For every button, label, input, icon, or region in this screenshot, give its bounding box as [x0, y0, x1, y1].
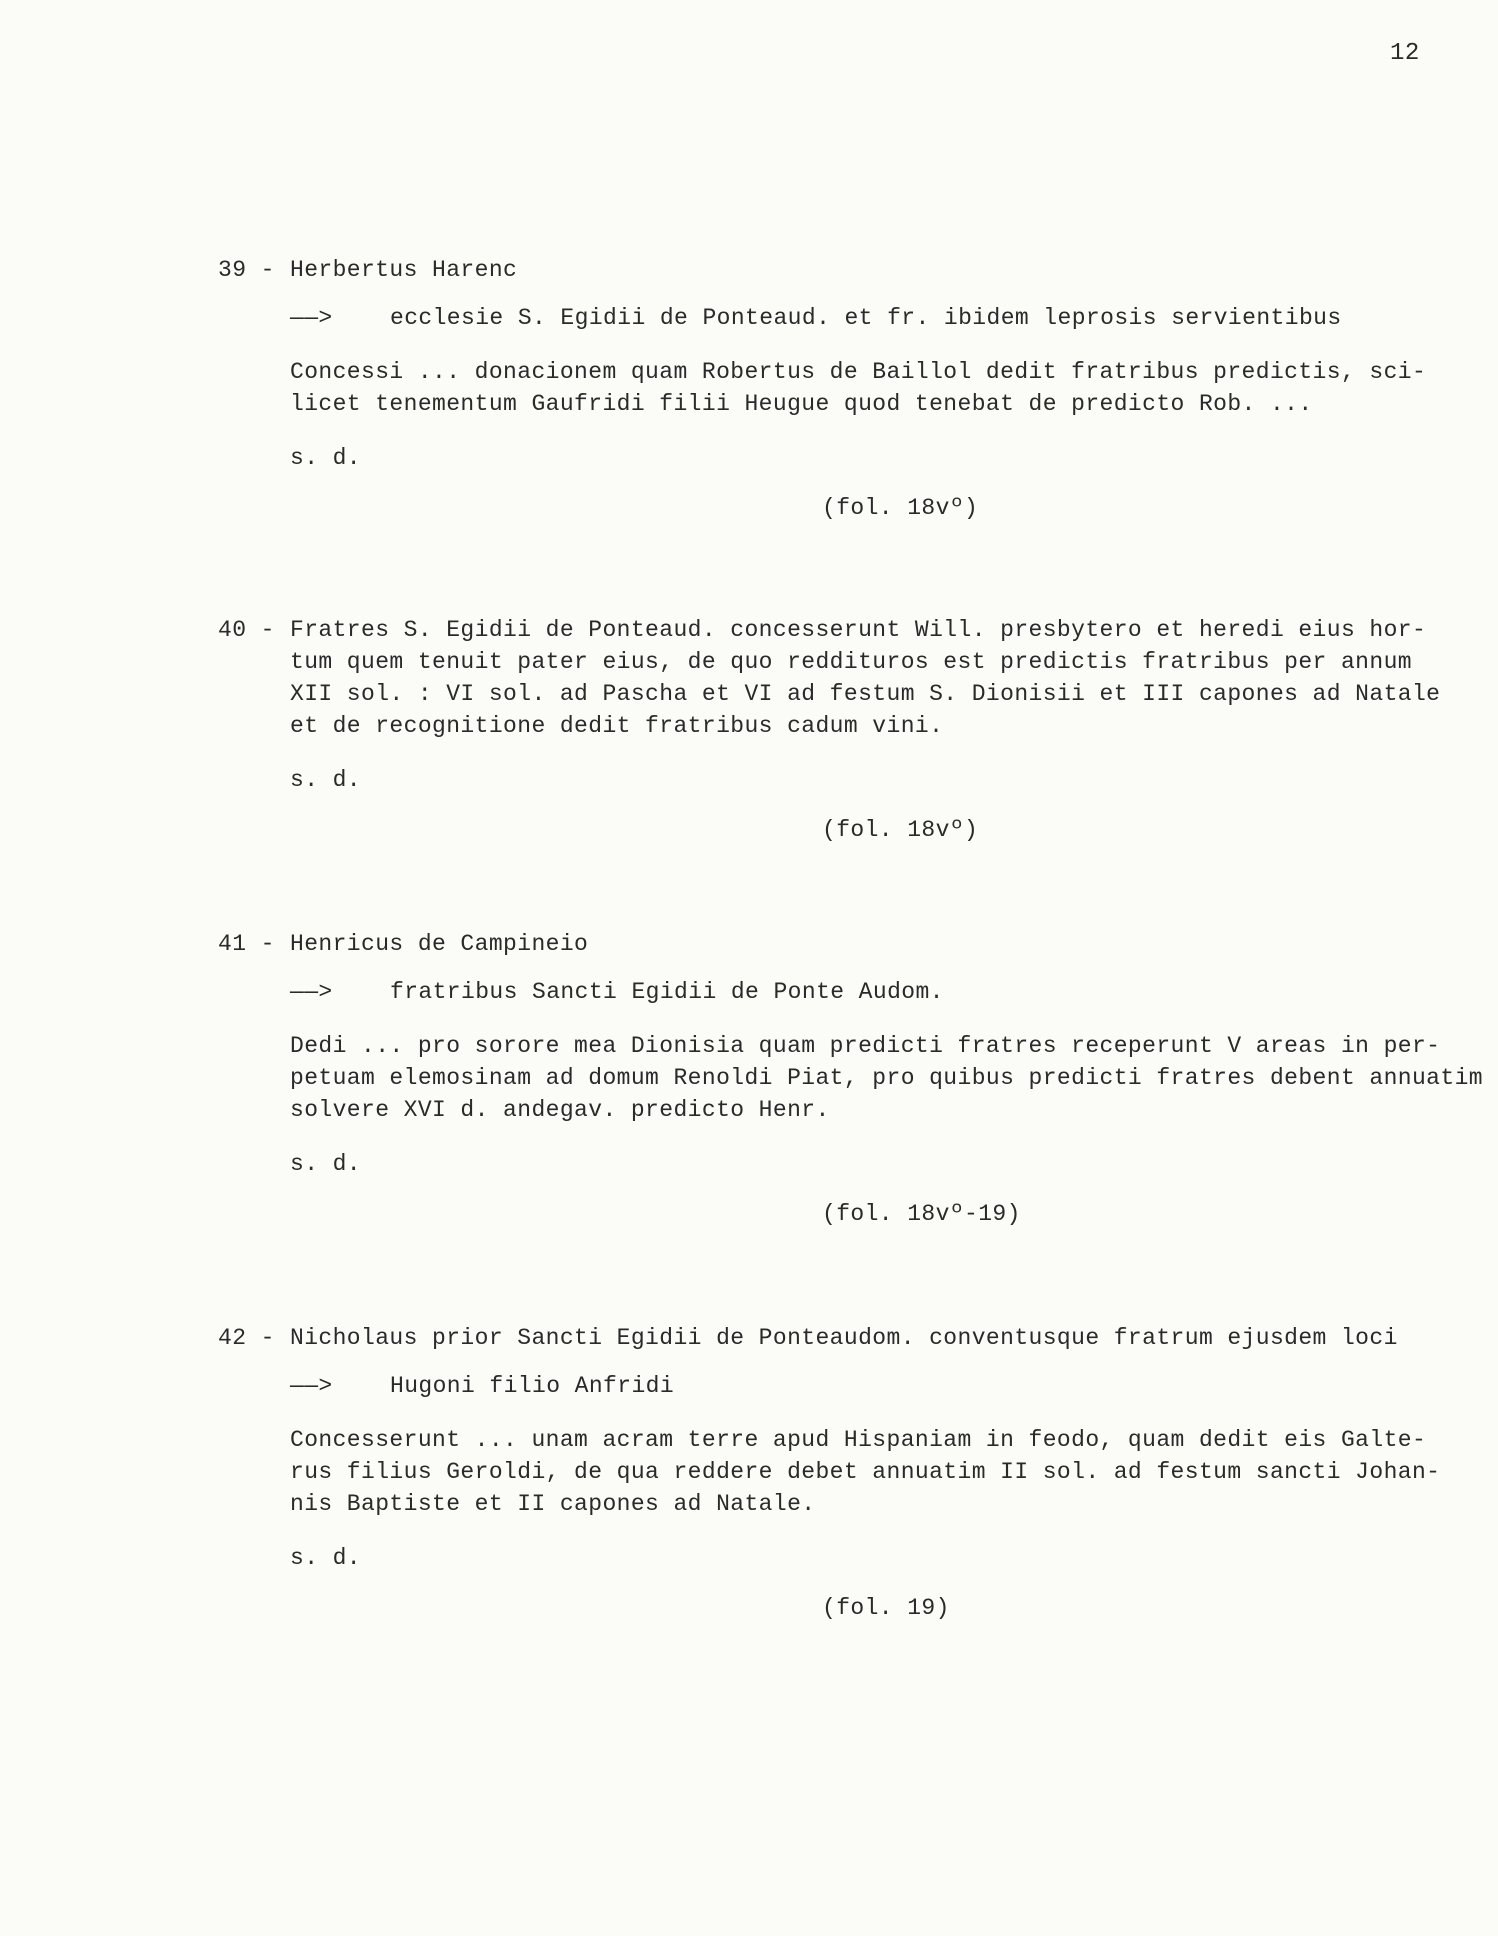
entry-text-line: rus filius Geroldi, de qua reddere debet annuatim II sol. ad festum sancti Johan- — [290, 1459, 1441, 1485]
entry-text — [218, 1030, 1483, 1126]
entry-number: 39 - — [218, 257, 275, 283]
entry-number: 41 - — [218, 931, 275, 957]
charter-entry-40 — [218, 614, 1448, 846]
entry-folio: (fol. 18vº) — [822, 495, 979, 521]
entry-recipient: ecclesie S. Egidii de Ponteaud. et fr. ibidem leprosis servientibus — [390, 305, 1342, 331]
entry-title-line: et de recognitione dedit fratribus cadum vini. — [290, 713, 944, 739]
entry-date: s. d. — [290, 767, 362, 793]
page-number: 12 — [1390, 40, 1420, 67]
entry-title-line: XII sol. : VI sol. ad Pascha et VI ad festum S. Dionisii et III capones ad Natale — [290, 681, 1441, 707]
entry-text-line: petuam elemosinam ad domum Renoldi Piat, pro quibus predicti fratres debent annuatim — [290, 1065, 1483, 1091]
entry-heading — [218, 254, 1448, 286]
arrow-icon: ——> — [290, 979, 333, 1005]
charter-entry-41 — [218, 928, 1483, 1230]
entry-text-line: nis Baptiste et II capones ad Natale. — [290, 1491, 816, 1517]
entry-text — [218, 356, 1448, 420]
entry-text-line: Concessi ... donacionem quam Robertus de Baillol dedit fratribus predictis, sci- — [290, 359, 1427, 385]
entry-title: Henricus de Campineio — [290, 931, 589, 957]
entry-folio: (fol. 19) — [822, 1595, 950, 1621]
entry-text — [218, 1424, 1448, 1520]
entry-text-line: Concesserunt ... unam acram terre apud Hispaniam in feodo, quam dedit eis Galte- — [290, 1427, 1427, 1453]
entry-recipient: Hugoni filio Anfridi — [390, 1373, 675, 1399]
entry-title-line: Fratres S. Egidii de Ponteaud. concesserunt Will. presbytero et heredi eius hor- — [290, 617, 1427, 643]
entry-heading — [218, 928, 1448, 960]
entry-text-line: Dedi ... pro sorore mea Dionisia quam predicti fratres receperunt V areas in per- — [290, 1033, 1441, 1059]
entry-number: 40 - — [218, 617, 275, 643]
charter-entry-42 — [218, 1322, 1448, 1624]
entry-recipient-line — [218, 976, 1448, 1008]
entry-folio: (fol. 18vº-19) — [822, 1201, 1021, 1227]
arrow-icon: ——> — [290, 1373, 333, 1399]
entry-text-line: solvere XVI d. andegav. predicto Henr. — [290, 1097, 830, 1123]
entry-folio: (fol. 18vº) — [822, 817, 979, 843]
entry-date: s. d. — [290, 445, 362, 471]
entry-date: s. d. — [290, 1545, 362, 1571]
entry-number: 42 - — [218, 1325, 275, 1351]
entry-heading — [218, 614, 1448, 646]
entry-title-line: tum quem tenuit pater eius, de quo reddituros est predictis fratribus per annum — [290, 649, 1412, 675]
entry-recipient-line — [218, 302, 1448, 334]
entry-text-line: licet tenementum Gaufridi filii Heugue quod tenebat de predicto Rob. ... — [290, 391, 1313, 417]
entry-recipient-line — [218, 1370, 1448, 1402]
entry-recipient: fratribus Sancti Egidii de Ponte Audom. — [390, 979, 944, 1005]
arrow-icon: ——> — [290, 305, 333, 331]
entry-title: Herbertus Harenc — [290, 257, 518, 283]
entry-heading — [218, 1322, 1448, 1354]
charter-entry-39 — [218, 254, 1448, 524]
entry-date: s. d. — [290, 1151, 362, 1177]
entry-title: Nicholaus prior Sancti Egidii de Ponteaudom. conventusque fratrum ejusdem loci — [290, 1325, 1398, 1351]
